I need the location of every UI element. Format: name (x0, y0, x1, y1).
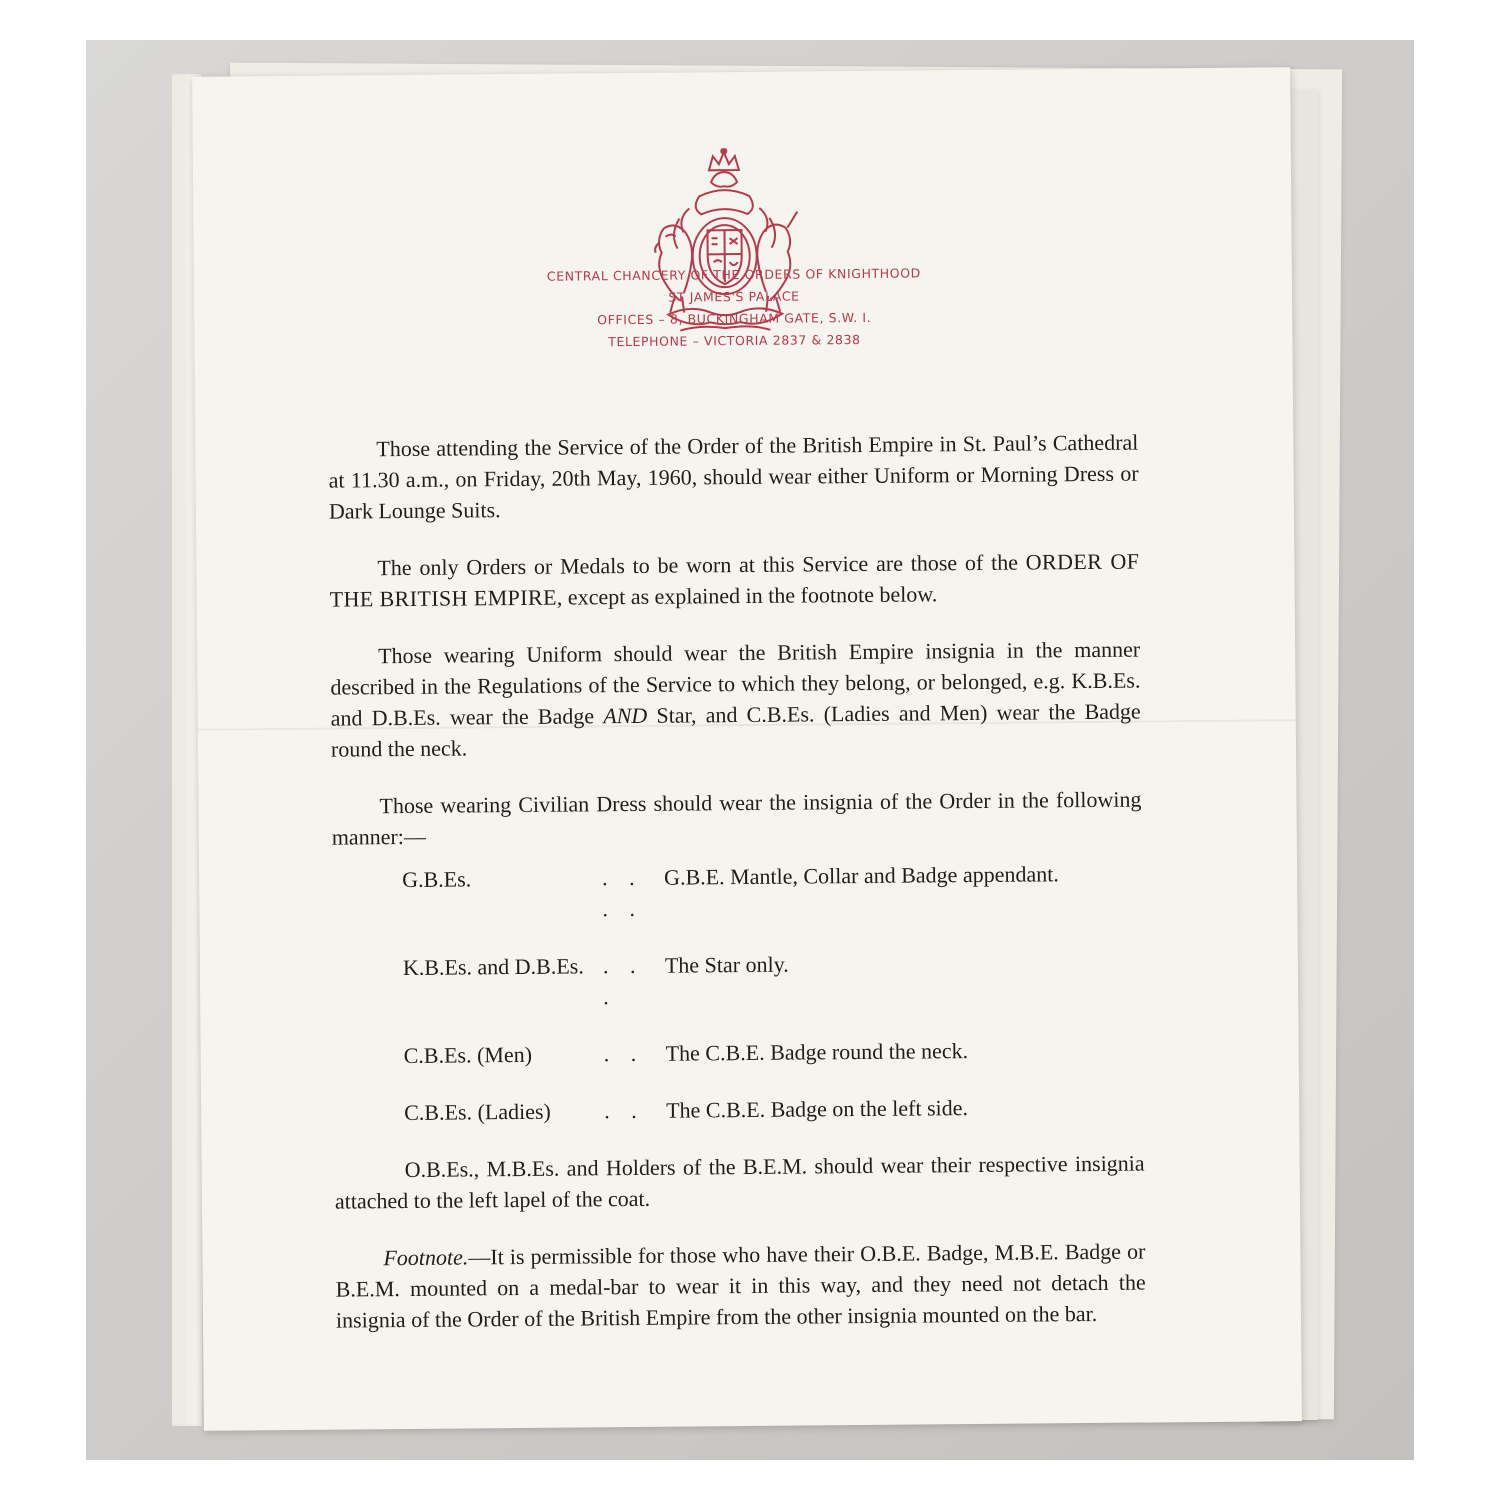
insignia-rank: G.B.Es. (402, 866, 472, 893)
list-item (402, 858, 1143, 926)
paragraph-footnote (335, 1236, 1146, 1336)
insignia-description: G.B.E. Mantle, Collar and Badge appendant. (664, 861, 1059, 890)
letterhead-line-3: OFFICES – 8, BUCKINGHAM GATE, S.W. I. (597, 309, 872, 328)
list-item (404, 1034, 1144, 1071)
leader-dots: . . (604, 1097, 645, 1124)
insignia-list (402, 858, 1144, 1128)
paragraph-uniform-text-c: Star, and C.B.Es. (Ladies and Men) wear the Badge round the neck. (330, 698, 1141, 762)
footnote-text: —It is permissible for those who have their O.B.E. Badge, M.B.E. Badge or B.E.M. mounted on a medal-bar to wear it in this way, and they need not detach the insignia of the Order of the British Empire from the other insignia mounted on the bar. (335, 1238, 1146, 1333)
paragraph-uniform (330, 634, 1141, 765)
insignia-description: The C.B.E. Badge on the left side. (666, 1095, 969, 1123)
insignia-rank: C.B.Es. (Ladies) (404, 1098, 551, 1126)
leader-dots: . . . . (602, 864, 643, 922)
paragraph-orders-medals-text-c: , except as explained in the footnote below. (556, 581, 938, 610)
insignia-rank: C.B.Es. (Men) (403, 1041, 533, 1069)
insignia-rank: K.B.Es. and D.B.Es. (402, 953, 584, 981)
letterhead-line-2: ST JAMES'S PALACE (668, 288, 800, 305)
document-sheet (192, 67, 1302, 1431)
list-item (403, 946, 1144, 1014)
emphasis-and: AND (603, 702, 648, 729)
letterhead-line-4: TELEPHONE – VICTORIA 2837 & 2838 (608, 331, 861, 350)
list-item (404, 1091, 1144, 1128)
paragraph-uniform-text-a: Those wearing Uniform should wear the British Empire insignia in the manner described in the Regulations of the Service to which they belong, or belonged, e.g. K.B.Es. and D.B.Es. wear the Badge (330, 636, 1141, 731)
insignia-description: The Star only. (664, 951, 789, 978)
paragraph-dress-code: Those attending the Service of the Order of the British Empire in St. Paul’s Cathedral at 11.30 a.m., on Friday, 20th May, 1960, should wear either Uniform or Morning Dress or Dark Lounge Suits. (328, 429, 1139, 524)
paragraph-obe-mbe: O.B.Es., M.B.Es. and Holders of the B.E.M. should wear their respective insignia attached to the left lapel of the coat. (334, 1150, 1145, 1214)
leader-dots: . . . (602, 952, 644, 1010)
leader-dots: . . (603, 1040, 645, 1067)
paragraph-civilian-dress: Those wearing Civilian Dress should wear the insignia of the Order in the following manner:— (331, 786, 1142, 850)
letterhead-line-1: CENTRAL CHANCERY OF THE ORDERS OF KNIGHTHOOD (546, 265, 921, 284)
paragraph-orders-medals (329, 546, 1140, 615)
footnote-label: Footnote. (383, 1244, 469, 1271)
document-body (328, 427, 1146, 1362)
insignia-description: The C.B.E. Badge round the neck. (665, 1038, 969, 1066)
letterhead (444, 262, 1025, 355)
paragraph-orders-medals-text-a: The only Orders or Medals to be worn at this Service are those of the (377, 549, 1019, 581)
order-name-caps: ORDER OF THE BRITISH EMPIRE (329, 548, 1140, 612)
